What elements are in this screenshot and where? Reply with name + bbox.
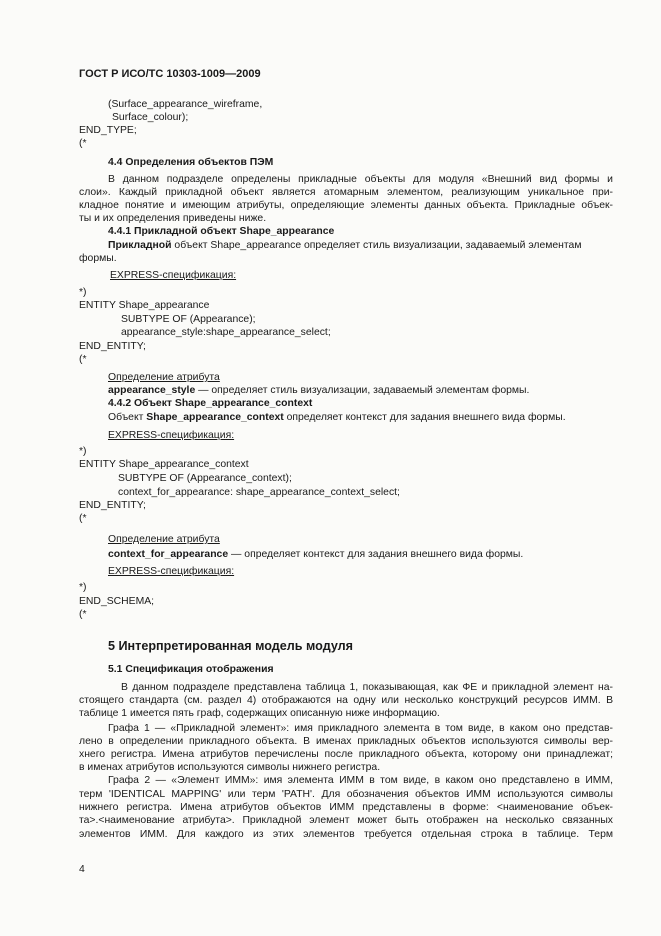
code-line: SUBTYPE OF (Appearance); xyxy=(121,314,256,325)
attribute-name: appearance_style xyxy=(108,385,196,396)
code-line: END_SCHEMA; xyxy=(79,596,155,607)
code-line: END_ENTITY; xyxy=(79,341,146,352)
attribute-definition xyxy=(108,385,529,397)
paragraph-line: та>.<наименование атрибута>. Прикладной элемент может быть отображен на несколько связанных xyxy=(79,815,613,826)
paragraph-line: стоящего стандарта (см. раздел 4) отображаются на одну или несколько конструкций ресурсов ИММ. В xyxy=(79,695,613,706)
paragraph-text: Объект xyxy=(108,412,147,423)
bold-term: Прикладной xyxy=(108,240,172,251)
code-line: (* xyxy=(79,354,87,365)
code-line: (Surface_appearance_wireframe, xyxy=(108,99,263,110)
section-heading-4-4: 4.4 Определения объектов ПЭМ xyxy=(108,157,274,168)
code-line: ENTITY Shape_appearance xyxy=(79,300,210,311)
code-line: SUBTYPE OF (Appearance_context); xyxy=(118,473,292,484)
code-line: END_TYPE; xyxy=(79,125,137,136)
paragraph-line: лено в определении прикладного объекта. В именах прикладных объектов используются символы вер- xyxy=(79,736,613,747)
paragraph-line: Графа 1 — «Прикладной элемент»: имя прикладного элемента в том виде, в каком оно представ- xyxy=(108,723,613,734)
paragraph-line xyxy=(108,412,566,424)
paragraph-line: в именах атрибутов используются символы нижнего регистра. xyxy=(79,762,381,773)
attribute-text: — определяет стиль визуализации, задаваемый элементам формы. xyxy=(195,385,530,396)
code-line: (* xyxy=(79,609,87,620)
express-spec-label: EXPRESS-спецификация: xyxy=(108,430,235,441)
code-line: Surface_colour); xyxy=(112,112,189,123)
express-spec-label: EXPRESS-спецификация: xyxy=(108,566,235,577)
paragraph-text: определяет контекст для задания внешнего вида формы. xyxy=(283,412,566,423)
paragraph-line: терм 'IDENTICAL MAPPING' или терм 'PATH'. Для обозначения объектов ИММ используются символы xyxy=(79,789,613,800)
code-line: *) xyxy=(79,446,87,457)
paragraph-line: элементов ИММ. Для каждого из этих элементов требуется отдельная строка в таблице. Терм xyxy=(79,829,613,840)
express-spec-label: EXPRESS-спецификация: xyxy=(110,270,237,281)
code-line: context_for_appearance: shape_appearance_context_select; xyxy=(118,487,400,498)
paragraph-line: нижнего регистра. Имена атрибутов объектов ИММ представлены в форме: <наименование объек- xyxy=(79,802,613,813)
paragraph-line xyxy=(108,240,581,252)
paragraph-line: ты и их определения приведены ниже. xyxy=(79,213,267,224)
paragraph-line: слои». Каждый прикладной объект является атомарным элементом, реализующим уникальное при- xyxy=(79,187,613,198)
code-line: ENTITY Shape_appearance_context xyxy=(79,459,249,470)
attribute-text: — определяет контекст для задания внешнего вида формы. xyxy=(228,549,524,560)
attribute-definition-label: Определение атрибута xyxy=(108,372,220,383)
attribute-name: context_for_appearance xyxy=(108,549,229,560)
paragraph-line: формы. xyxy=(79,253,117,264)
attribute-definition-label: Определение атрибута xyxy=(108,534,220,545)
paragraph-text: объект Shape_appearance определяет стиль визуализации, задаваемый элементам xyxy=(171,240,582,251)
paragraph-line: Графа 2 — «Элемент ИММ»: имя элемента ИММ в том виде, в каком оно представлено в ИММ, xyxy=(108,775,613,786)
code-line: (* xyxy=(79,513,87,524)
document-header: ГОСТ Р ИСО/ТС 10303-1009—2009 xyxy=(79,68,261,80)
paragraph-line: таблице 1 имеется пять граф, содержащих описанную ниже информацию. xyxy=(79,708,440,719)
attribute-definition xyxy=(108,549,523,561)
paragraph-line: кладное понятие и имеющим атрибуты, определяющие элементы данных объекта. Прикладные объек- xyxy=(79,200,613,211)
page-number: 4 xyxy=(79,864,85,875)
code-line: (* xyxy=(79,138,87,149)
paragraph-line: В данном подразделе представлена таблица 1, показывающая, как ФЕ и прикладной элемент на- xyxy=(121,682,613,693)
paragraph-line: В данном подразделе определены прикладные объекты для модуля «Внешний вид формы и xyxy=(108,174,613,185)
section-heading-5: 5 Интерпретированная модель модуля xyxy=(108,639,354,653)
code-line: appearance_style:shape_appearance_select; xyxy=(121,327,331,338)
section-heading-4-4-1: 4.4.1 Прикладной объект Shape_appearance xyxy=(108,226,335,237)
code-line: END_ENTITY; xyxy=(79,500,146,511)
paragraph-line: хнего регистра. Имена атрибутов перечислены после прикладного объекта, которому они принадлежат; xyxy=(79,749,613,760)
bold-term: Shape_appearance_context xyxy=(146,412,284,423)
code-line: *) xyxy=(79,582,87,593)
code-line: *) xyxy=(79,287,87,298)
section-heading-4-4-2: 4.4.2 Объект Shape_appearance_context xyxy=(108,398,313,409)
section-heading-5-1: 5.1 Спецификация отображения xyxy=(108,664,274,675)
